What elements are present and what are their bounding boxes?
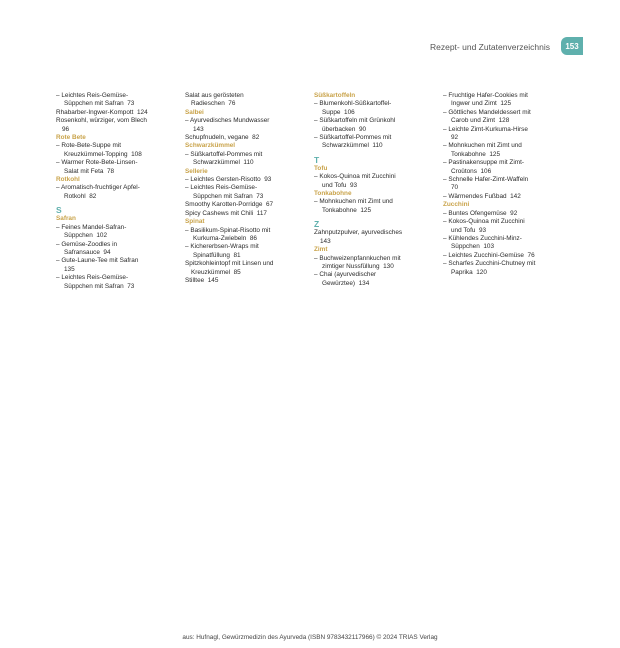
index-subentry-continuation: und Tofu 93 (322, 181, 358, 189)
index-subentry-continuation: und Tofu 93 (451, 226, 487, 234)
index-subentry: – Rote-Bete-Suppe mit (56, 142, 122, 150)
index-subentry: – Basilikum-Spinat-Risotto mit (185, 226, 271, 234)
index-subentry-continuation: Tonkabohne 125 (322, 206, 372, 214)
index-ingredient-heading: Zimt (314, 246, 328, 254)
index-ingredient-heading: Rotkohl (56, 176, 80, 184)
index-subentry-continuation: zimtiger Nussfüllung 130 (322, 262, 394, 270)
index-entry: Zahnputzpulver, ayurvedisches (314, 229, 403, 237)
index-subentry-continuation: Süppchen 103 (451, 243, 494, 251)
index-subentry: – Leichtes Zucchini-Gemüse 76 (443, 251, 535, 259)
index-subentry-continuation: Suppe 106 (322, 108, 355, 116)
index-subentry: – Kokos-Quinoa mit Zucchini (443, 218, 525, 226)
index-subentry: – Süßkartoffel-Pommes mit (185, 150, 263, 158)
index-subentry: – Pastinakensuppe mit Zimt- (443, 159, 524, 167)
section-title: Rezept- und Zutatenverzeichnis (429, 42, 550, 52)
index-subentry: – Leichtes Reis-Gemüse- (185, 184, 258, 192)
index-subentry-continuation: Süppchen mit Safran 73 (64, 282, 135, 290)
index-subentry: – Göttliches Mandeldessert mit (443, 108, 531, 116)
index-subentry: – Scharfes Zucchini-Chutney mit (443, 260, 536, 268)
index-ingredient-heading: Spinat (185, 218, 205, 226)
index-subentry-continuation: Salat mit Feta 78 (64, 167, 115, 175)
page-number-badge: 153 (561, 37, 583, 55)
index-column-4 (443, 92, 568, 277)
index-subentry-continuation: Kurkuma-Zwiebeln 86 (193, 234, 257, 242)
index-subentry-continuation: überbacken 90 (322, 125, 367, 133)
index-subentry-continuation: Süppchen mit Safran 73 (193, 192, 264, 200)
index-ingredient-heading: Schwarzkümmel (185, 142, 236, 150)
index-subentry: – Gemüse-Zoodles in (56, 240, 118, 248)
index-column-3 (314, 92, 439, 288)
index-entry: Schupfnudeln, vegane 82 (185, 134, 260, 142)
index-ingredient-heading: Safran (56, 215, 76, 223)
index-subentry: – Mohnkuchen mit Zimt und (314, 198, 393, 206)
index-subentry-continuation: Süppchen mit Safran 73 (64, 100, 135, 108)
index-letter-heading: S (56, 205, 62, 216)
index-subentry: – Schnelle Hafer-Zimt-Waffeln (443, 176, 529, 184)
index-column-1 (56, 92, 181, 291)
index-ingredient-heading: Zucchini (443, 201, 470, 209)
index-subentry-continuation: Süppchen 102 (64, 232, 107, 240)
index-entry: Stilltee 145 (185, 276, 219, 284)
index-subentry-continuation: 70 (451, 184, 459, 192)
index-subentry: – Ayurvedisches Mundwasser (185, 117, 270, 125)
index-entry: Salat aus gerösteten (185, 92, 244, 99)
index-subentry-continuation: Schwarzkümmel 110 (193, 159, 254, 167)
index-entry: Rosenkohl, würziger, vom Blech (56, 117, 147, 125)
index-subentry: – Kühlendes Zucchini-Minz- (443, 234, 522, 242)
index-subentry-continuation: Rotkohl 82 (64, 192, 97, 200)
index-subentry: – Chai (ayurvedischer (314, 271, 377, 279)
index-subentry: – Leichtes Gersten-Risotto 93 (185, 176, 272, 184)
index-entry-continuation: 143 (320, 237, 331, 245)
index-subentry-continuation: Paprika 120 (451, 268, 487, 276)
index-subentry-continuation: Safransauce 94 (64, 248, 111, 256)
index-subentry-continuation: Schwarzkümmel 110 (322, 142, 383, 150)
index-entry: Spitzkohleintopf mit Linsen und (185, 260, 274, 268)
index-subentry-continuation: Kreuzkümmel-Topping 108 (64, 150, 142, 158)
index-entry: Rhabarber-Ingwer-Kompott 124 (56, 108, 148, 116)
index-column-2 (185, 92, 310, 285)
index-entry: Spicy Cashews mit Chili 117 (185, 209, 267, 217)
index-ingredient-heading: Tofu (314, 164, 328, 172)
index-ingredient-heading: Rote Bete (56, 134, 86, 142)
index-letter-heading: T (314, 154, 320, 165)
index-letter-heading: Z (314, 219, 320, 230)
index-subentry: – Fruchtige Hafer-Cookies mit (443, 92, 528, 99)
index-subentry-continuation: Carob und Zimt 128 (451, 117, 510, 125)
index-subentry: – Süßkartoffeln mit Grünkohl (314, 117, 396, 125)
index-subentry: – Süßkartoffel-Pommes mit (314, 134, 392, 142)
index-subentry: – Mohnkuchen mit Zimt und (443, 142, 522, 150)
index-subentry-continuation: Ingwer und Zimt 125 (451, 100, 512, 108)
index-subentry-continuation: 135 (64, 265, 75, 273)
index-ingredient-heading: Sellerie (185, 167, 208, 175)
index-subentry-continuation: 143 (193, 125, 204, 133)
index-subentry: – Leichtes Reis-Gemüse- (56, 92, 129, 99)
index-subentry: – Leichtes Reis-Gemüse- (56, 274, 129, 282)
index-subentry: – Feines Mandel-Safran- (56, 223, 127, 231)
index-subentry: – Warmer Rote-Bete-Linsen- (56, 159, 138, 167)
index-subentry-continuation: Tonkabohne 125 (451, 150, 501, 158)
index-entry-continuation: 96 (62, 125, 70, 133)
index-subentry: – Blumenkohl-Süßkartoffel- (314, 100, 392, 108)
index-subentry-continuation: 92 (451, 134, 459, 142)
index-subentry: – Kokos-Quinoa mit Zucchini (314, 173, 396, 181)
index-subentry: – Buchweizenpfannkuchen mit (314, 254, 401, 262)
index-subentry: – Kichererbsen-Wraps mit (185, 243, 259, 251)
index-subentry-continuation: Croûtons 106 (451, 167, 492, 175)
index-entry-continuation: Radieschen 76 (191, 100, 236, 108)
index-subentry: – Wärmendes Fußbad 142 (443, 192, 521, 200)
index-entry-continuation: Kreuzkümmel 85 (191, 268, 241, 276)
index-ingredient-heading: Salbei (185, 108, 204, 116)
index-subentry: – Leichte Zimt-Kurkuma-Hirse (443, 125, 528, 133)
index-entry: Smoothy Karotten-Porridge 67 (185, 201, 274, 209)
index-subentry: – Gute-Laune-Tee mit Safran (56, 257, 139, 265)
index-ingredient-heading: Tonkabohne (314, 190, 352, 198)
index-subentry-continuation: Gewürztee) 134 (322, 279, 370, 287)
index-columns (0, 92, 620, 332)
index-subentry: – Buntes Ofengemüse 92 (443, 209, 518, 217)
index-subentry: – Aromatisch-fruchtiger Apfel- (56, 184, 140, 192)
index-subentry-continuation: Spinatfüllung 81 (193, 251, 241, 259)
index-ingredient-heading: Süßkartoffeln (314, 92, 356, 99)
source-footer: aus: Hufnagl, Gewürzmedizin des Ayurveda (ISBN 9783432117966) © 2024 TRIAS Verlag (182, 634, 438, 641)
